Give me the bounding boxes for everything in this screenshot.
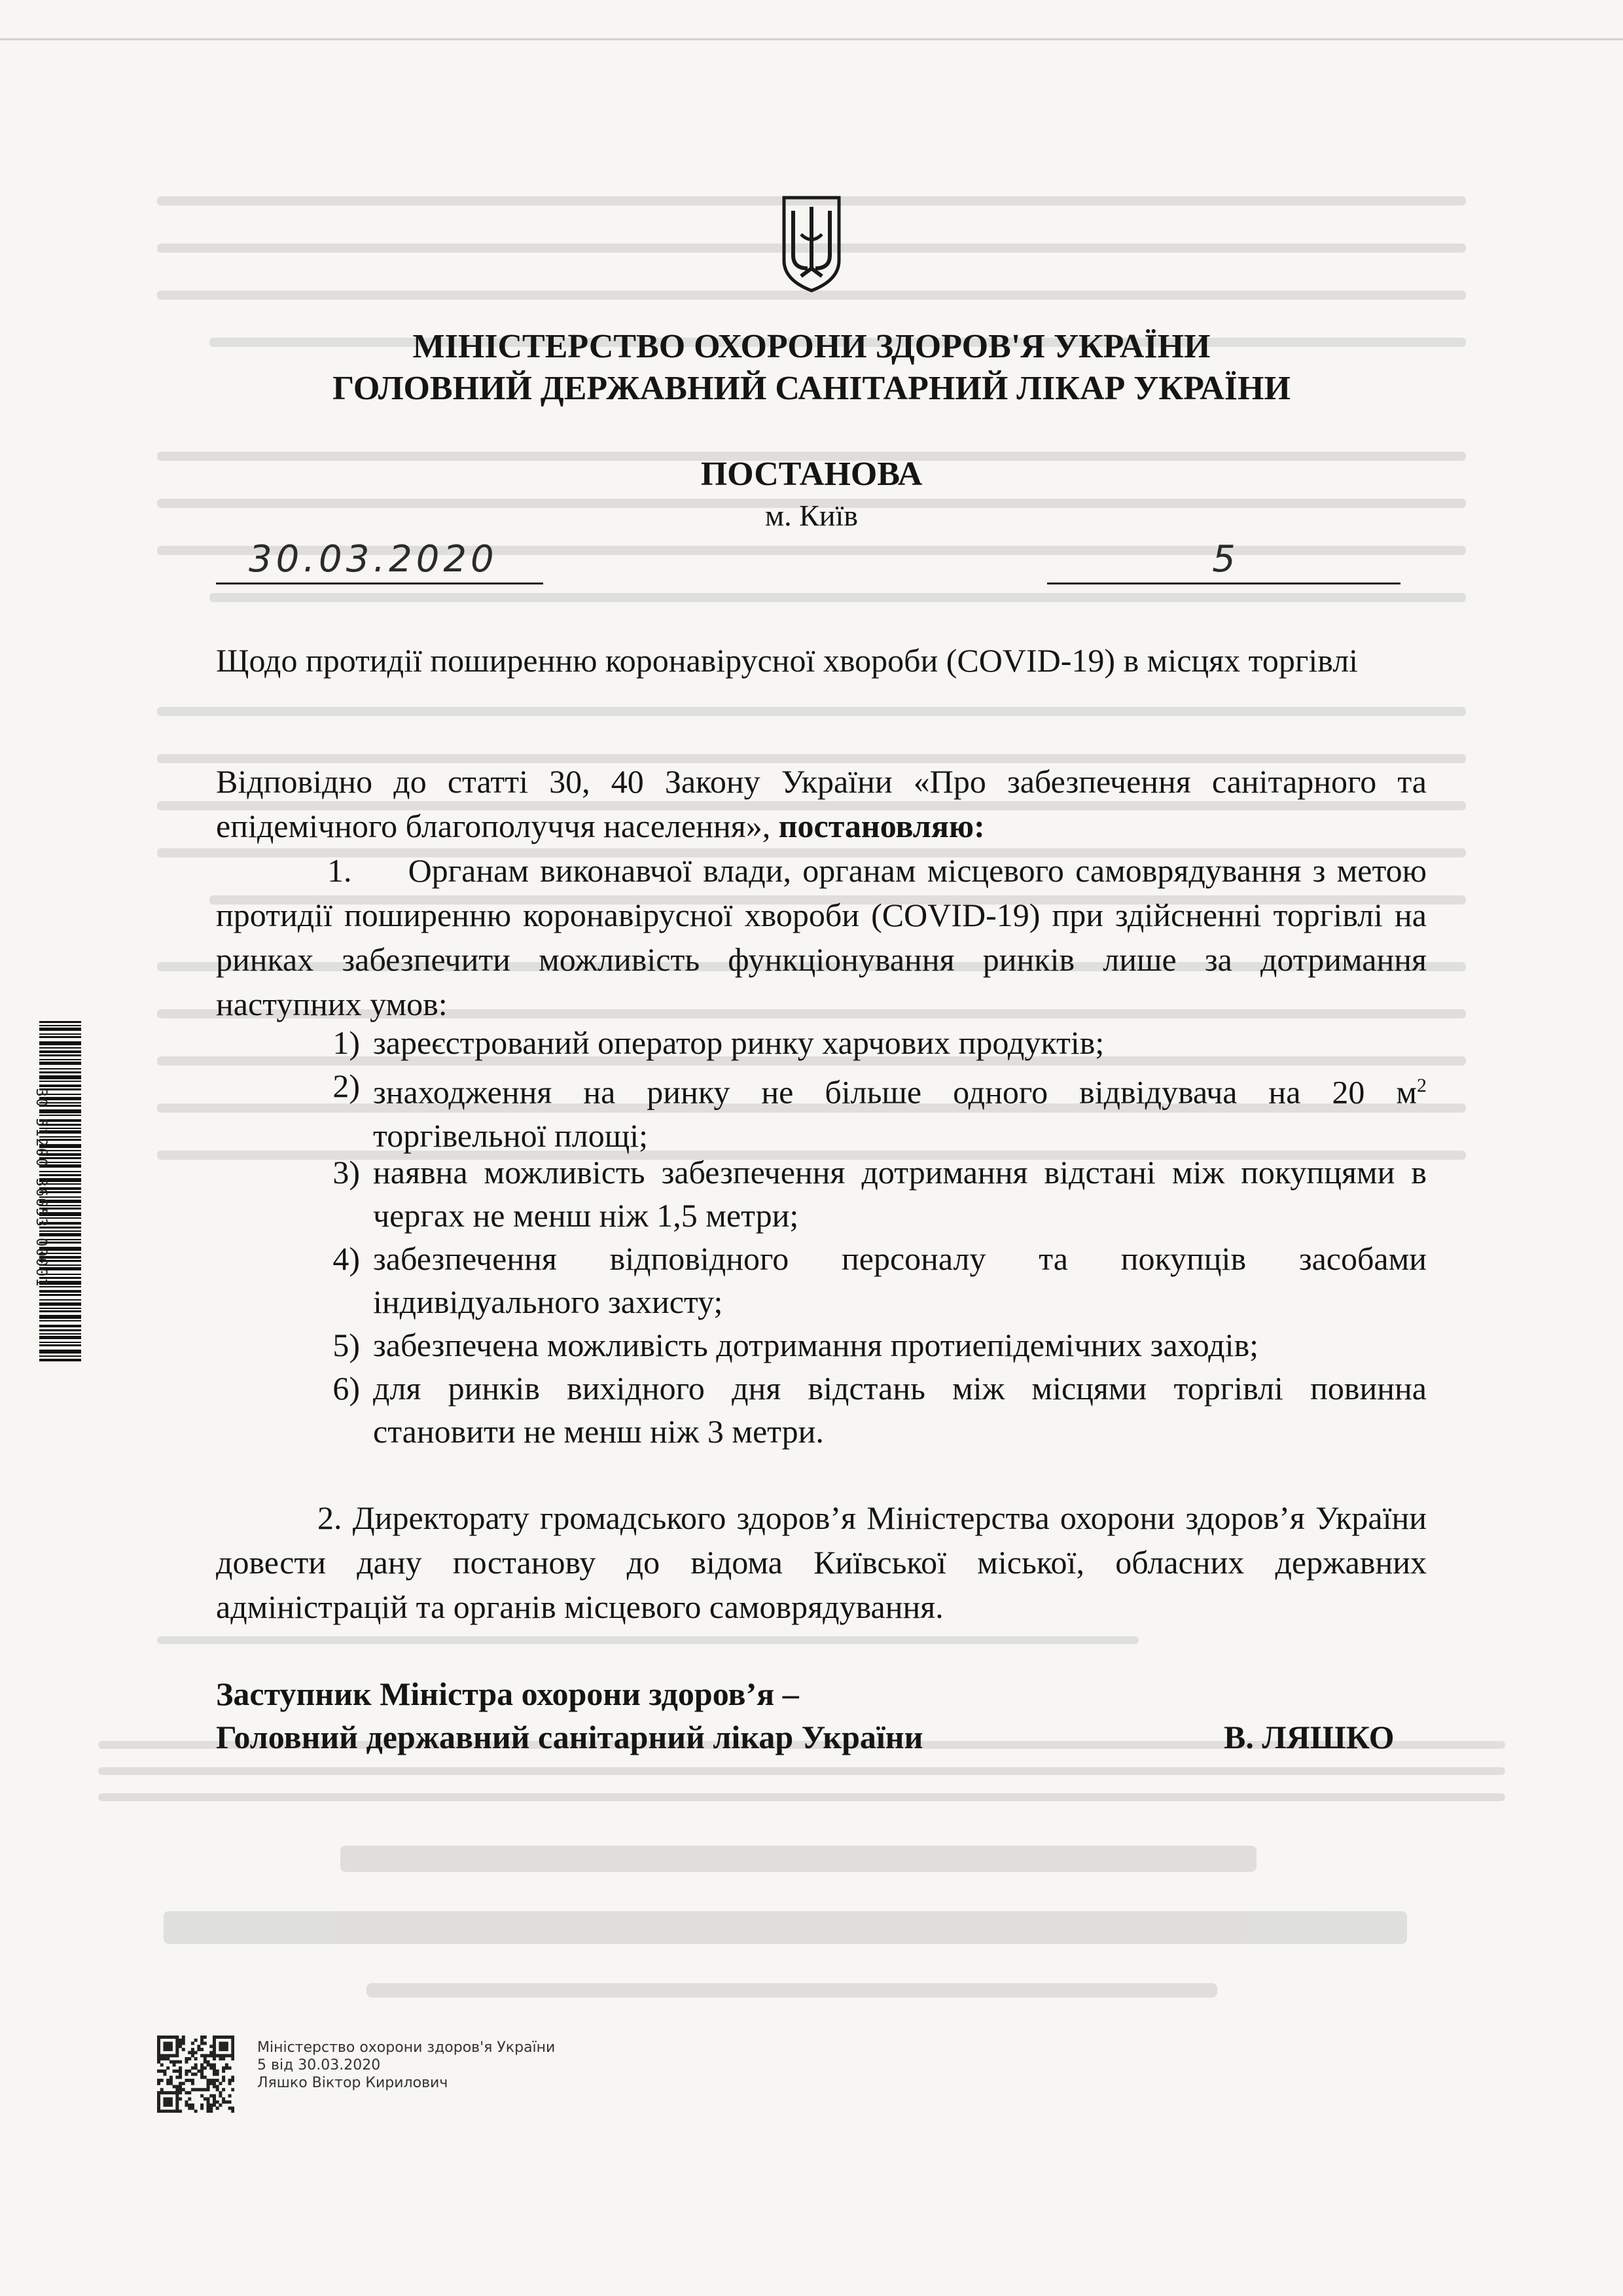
number-line (1047, 583, 1400, 584)
list-item-number: 2) (332, 1067, 360, 1104)
paragraph-1-number: 1. (327, 852, 352, 889)
chief-sanitary-doctor-title: ГОЛОВНИЙ ДЕРЖАВНИЙ САНІТАРНИЙ ЛІКАР УКРАЇНИ (332, 370, 1291, 407)
list-item-text-continued: торгівельної площі; (373, 1117, 648, 1154)
signatory-title-line-1: Заступник Міністра охорони здоров’я – (216, 1676, 799, 1712)
preamble-resolve: постановляю: (778, 808, 985, 844)
qr-footer-line-3: Ляшко Віктор Кирилович (257, 2075, 448, 2091)
preamble-text: Відповідно до статті 30, 40 Закону України «Про забезпечення санітарного та епідемічного благополуччя населення», (216, 763, 1427, 844)
list-item (321, 1021, 1427, 1064)
list-item-number: 5) (332, 1327, 360, 1363)
trident-emblem-icon (781, 195, 842, 293)
signatory-name: В. ЛЯШКО (1224, 1719, 1395, 1755)
list-item-number: 1) (332, 1024, 360, 1061)
paragraph-1-text: Органам виконавчої влади, органам місцевого самоврядування з метою протидії поширенню коронавірусної хвороби (COVID-19) при здійсненні торгівлі на ринках забезпечити можливість функціонування ринків лише за дотримання наступних умов: (216, 852, 1427, 1022)
barcode-number: 30 51200 36653 00001 (33, 1088, 49, 1288)
list-item-text: для ринків вихідного дня відстань між місцями торгівлі повинна становити не менш ніж 3 метри. (373, 1370, 1427, 1450)
date-line (216, 583, 543, 584)
qr-footer-line-2: 5 від 30.03.2020 (257, 2057, 381, 2073)
list-item (321, 1323, 1427, 1367)
document-subject: Щодо протидії поширенню коронавірусної хвороби (COVID-19) в місцях торгівлі (216, 642, 1359, 679)
list-item-text: зареєстрований оператор ринку харчових продуктів; (373, 1024, 1105, 1061)
paragraph-2: 2. Директорату громадського здоров’я Міністерства охорони здоров’я України довести дану постанову до відома Київської міської, обласних державних адміністрацій та органів місцевого самоврядування. (216, 1499, 1427, 1625)
list-item-text: знаходження на ринку не більше одного відвідувача на 20 $м^2$ (373, 1073, 1427, 1111)
paragraph-1 (216, 848, 1427, 1026)
superscript-2: 2 (1417, 1075, 1427, 1096)
qr-code-icon (157, 2036, 234, 2113)
ministry-title: МІНІСТЕРСТВО ОХОРОНИ ЗДОРОВ'Я УКРАЇНИ (412, 328, 1211, 365)
list-item (321, 1151, 1427, 1237)
list-item-text: наявна можливість забезпечення дотримання відстані між покупцями в чергах не менш ніж 1,5 метри; (373, 1154, 1427, 1234)
document-number: 5 (1212, 538, 1236, 581)
list-item-number: 6) (332, 1370, 360, 1407)
list-item-text: забезпечена можливість дотримання протиепідемічних заходів; (373, 1327, 1259, 1363)
qr-footer-line-1: Міністерство охорони здоров'я України (257, 2039, 556, 2056)
list-item (321, 1367, 1427, 1453)
signatory-title-line-2: Головний державний санітарний лікар України (216, 1719, 923, 1755)
list-item-text: забезпечення відповідного персоналу та покупців засобами індивідуального захисту; (373, 1240, 1427, 1320)
list-item-number: 4) (332, 1240, 360, 1277)
list-item-number: 3) (332, 1154, 360, 1191)
document-city: м. Київ (765, 499, 858, 532)
list-item (321, 1237, 1427, 1323)
document-date: 30.03.2020 (249, 538, 498, 581)
preamble (216, 759, 1427, 848)
list-item (321, 1064, 1427, 1157)
document-type: ПОСТАНОВА (700, 456, 923, 493)
